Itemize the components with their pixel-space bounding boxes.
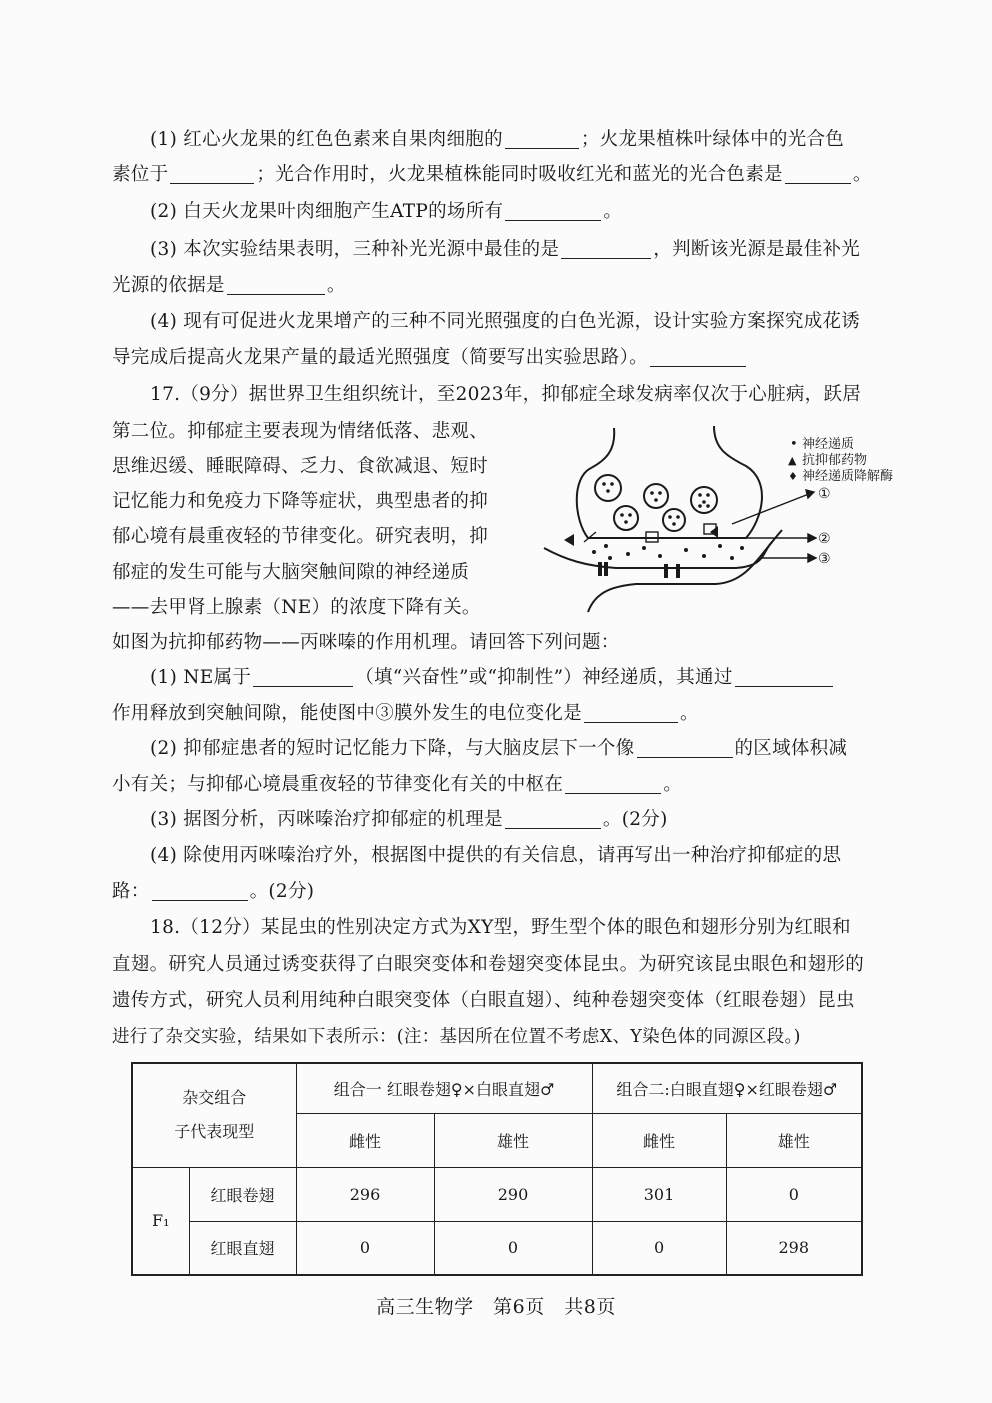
q17-intro-line2: 第二位。抑郁症主要表现为情绪低落、悲观、 [112,421,489,442]
answer-blank[interactable] [565,771,661,794]
answer-blank[interactable] [152,878,248,901]
legend-symbol-drug: ▲ [788,454,797,467]
q17-intro-line3: 思维迟缓、睡眠障碍、乏力、食欲减退、短时 [112,456,489,477]
header-group1: 组合一 红眼卷翅♀×白眼直翅♂ [296,1063,592,1113]
q16-part4-line1: (4) 现有可促进火龙果增产的三种不同光照强度的白色光源，设计实验方案探究成花诱 [150,311,861,332]
table-cell: 290 [434,1167,592,1221]
legend-antidepressant: 抗抑郁药物 [802,453,868,468]
answer-blank[interactable] [584,700,678,723]
q17-part1-line1: (1) NE属于 （填“兴奋性”或“抑制性”）神经递质，其通过 [150,660,887,696]
table-cell: 298 [726,1221,862,1275]
table-cell: 0 [434,1221,592,1275]
table-cell: 0 [726,1167,862,1221]
table-cell: 0 [296,1221,434,1275]
answer-blank[interactable] [637,735,733,758]
answer-blank[interactable] [227,272,325,295]
legend-symbol-enzyme: ♦ [788,470,798,483]
answer-blank[interactable] [735,664,833,687]
table-cell: 0 [592,1221,726,1275]
answer-blank[interactable] [561,236,651,259]
q17-intro-line5: 郁心境有晨重夜轻的节律变化。研究表明，抑 [112,526,489,547]
q17-intro-line8: 如图为抗抑郁药物——丙咪嗪的作用机理。请回答下列问题： [112,632,620,653]
answer-blank[interactable] [505,198,601,221]
table-row [132,1221,862,1275]
table-cell: 301 [592,1167,726,1221]
answer-blank[interactable] [785,161,851,184]
q16-part3-line1: (3) 本次实验结果表明，三种补光光源中最佳的是 ，判断该光源是最佳补光 [150,232,887,268]
cross-results-table [131,1062,863,1276]
q16-part3-line2: 光源的依据是 。 [112,268,887,304]
header-female: 雌性 [296,1113,434,1167]
q17-intro-line7: ——去甲肾上腺素（NE）的浓度下降有关。 [112,597,481,618]
legend-degrading-enzyme: 神经递质降解酶 [802,469,894,484]
header-female: 雌性 [592,1113,726,1167]
q18-line3: 遗传方式，研究人员利用纯种白眼突变体（白眼直翅）、纯种卷翅突变体（红眼卷翅）昆虫 [112,990,855,1011]
q17-part4-line2: 路： 。(2分) [112,874,887,910]
legend-neurotransmitter: 神经递质 [802,437,855,452]
q16-part1-line2: 素位于 ；光合作用时，火龙果植株能同时吸收红光和蓝光的光合色素是 。 [112,157,887,193]
answer-blank[interactable] [505,126,579,149]
q17-intro-line6: 郁症的发生可能与大脑突触间隙的神经递质 [112,562,470,583]
q16-part4-line2: 导完成后提高火龙果产量的最适光照强度（简要写出实验思路）。 [112,340,887,376]
label-3: ③ [818,551,831,567]
answer-blank[interactable] [505,806,601,829]
answer-blank[interactable] [170,161,254,184]
q17-part3: (3) 据图分析，丙咪嗪治疗抑郁症的机理是 。(2分) [150,802,887,838]
synapse-diagram [536,420,896,620]
row-label: 红眼直翅 [189,1221,296,1275]
legend-symbol-transmitter: • [790,437,798,452]
header-male: 雄性 [434,1113,592,1167]
q17-part2-line2: 小有关；与抑郁心境晨重夜轻的节律变化有关的中枢在 。 [112,767,887,803]
table-cell: 296 [296,1167,434,1221]
q18-line4: 进行了杂交实验，结果如下表所示：(注：基因所在位置不考虑X、Y染色体的同源区段。) [112,1027,801,1047]
table-corner: 杂交组合 子代表现型 [132,1063,296,1167]
answer-blank[interactable] [650,344,746,367]
page-footer: 高三生物学 第6页 共8页 [376,1296,616,1318]
label-2: ② [818,531,831,547]
generation-label: F₁ [132,1167,189,1275]
q17-part2-line1: (2) 抑郁症患者的短时记忆能力下降，与大脑皮层下一个像 的区域体积减 [150,731,887,767]
q18-line1: 18.（12分）某昆虫的性别决定方式为XY型，野生型个体的眼色和翅形分别为红眼和 [150,917,851,938]
q17-part1-line2: 作用释放到突触间隙，能使图中③膜外发生的电位变化是 。 [112,696,887,732]
q17-intro-line1: 17.（9分）据世界卫生组织统计，至2023年，抑郁症全球发病率仅次于心脏病，跃居 [150,384,862,405]
label-1: ① [818,486,831,502]
q18-line2: 直翅。研究人员通过诱变获得了白眼突变体和卷翅突变体昆虫。为研究该昆虫眼色和翅形的 [112,954,865,975]
header-male: 雄性 [726,1113,862,1167]
q16-part1-line1: (1) 红心火龙果的红色色素来自果肉细胞的 ；火龙果植株叶绿体中的光合色 [150,122,887,158]
header-group2: 组合二:白眼直翅♀×红眼卷翅♂ [592,1063,862,1113]
q17-part4-line1: (4) 除使用丙咪嗪治疗外，根据图中提供的有关信息，请再写出一种治疗抑郁症的思 [150,845,842,866]
q16-part2: (2) 白天火龙果叶肉细胞产生ATP的场所有 。 [150,194,887,230]
row-label: 红眼卷翅 [189,1167,296,1221]
answer-blank[interactable] [253,664,353,687]
table-row [132,1167,862,1221]
q17-intro-line4: 记忆能力和免疫力下降等症状，典型患者的抑 [112,491,489,512]
